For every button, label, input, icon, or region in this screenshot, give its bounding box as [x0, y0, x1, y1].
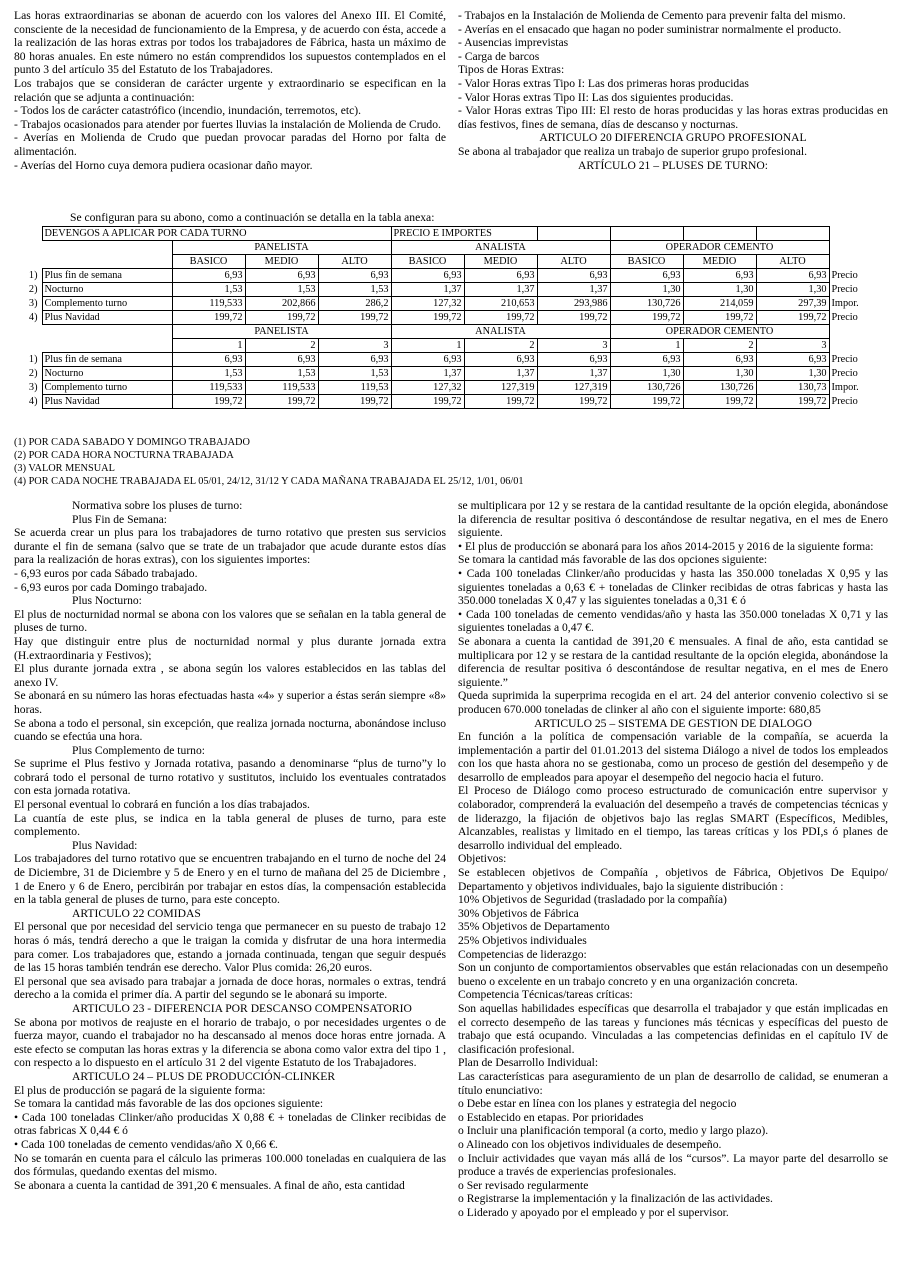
value-cell: 199,72	[537, 395, 610, 409]
group-header-cell: PANELISTA	[172, 325, 391, 339]
paragraph: Se suprime el Plus festivo y Jornada rotativa, pasando a denominarse “plus de turno”y lo cobrará todo el personal de turno rotativo y sustitutos, incluido los eventuales contratados con esta jornada rotativa.	[14, 757, 446, 798]
paragraph: - Averías del Horno cuya demora pudiera ocasionar daño mayor.	[14, 158, 313, 172]
paragraph: o Establecido en etapas. Por prioridades	[458, 1110, 644, 1124]
value-cell: 119,533	[172, 381, 245, 395]
paragraph: El plus de nocturnidad normal se abona con los valores que se señalan en la tabla general de pluses de turno.	[14, 607, 446, 635]
value-cell: 199,72	[756, 395, 829, 409]
row-label: Plus fin de semana	[42, 269, 172, 283]
section-heading: Plus Fin de Semana:	[72, 512, 168, 526]
paragraph: - 6,93 euros por cada Sábado trabajado.	[14, 566, 198, 580]
value-cell: 119,53	[318, 381, 391, 395]
value-cell: 119,533	[245, 381, 318, 395]
paragraph: Los trabajos que se consideran de carácter urgente y extraordinario se especifican en la relación que se adjunta a continuación:	[14, 76, 446, 104]
paragraph: Las horas extraordinarias se abonan de acuerdo con los valores del Anexo III. El Comité, consciente de la necesidad de funcionamiento de la Empresa, y de acuerdo con ésta, accede a la realización de las horas extras por todos los trabajadores de Fábrica, hasta un máximo de 80 horas anuales. En este número no están comprendidos los supuestos contemplados en el punto 3 del artículo 35 del Estatuto de los Trabajadores.	[14, 9, 446, 77]
value-cell: 6,93	[318, 269, 391, 283]
row-number: 1)	[28, 270, 38, 281]
blank-cell	[12, 325, 42, 339]
subheader-cell: 2	[464, 339, 537, 353]
paragraph: La cuantía de este plus, se indica en la tabla general de pluses de turno, para este complemento.	[14, 811, 446, 839]
value-cell: 199,72	[537, 311, 610, 325]
footnote: (2) POR CADA HORA NOCTURNA TRABAJADA	[14, 450, 234, 461]
paragraph: Se abonará en su número las horas efectuadas hasta «4» y superior a éstas serán siempre «8» horas.	[14, 689, 446, 716]
row-number: 3)	[28, 298, 38, 309]
group-header-cell: OPERADOR CEMENTO	[610, 325, 829, 339]
value-cell: 286,2	[318, 297, 391, 311]
header-cell: PRECIO E IMPORTES	[391, 227, 537, 241]
blank-cell	[12, 255, 42, 269]
blank-cell	[42, 241, 172, 255]
unit-cell: Precio	[831, 368, 858, 379]
value-cell: 1,30	[610, 367, 683, 381]
table-subheader-row	[12, 255, 871, 269]
article-20-text: Se abona al trabajador que realiza un trabajo de superior grupo profesional.	[458, 144, 807, 158]
paragraph: El personal que sea avisado para trabajar a jornada de doce horas, normales o extras, tendrá derecho a la comida el primer día. A partir del segundo se le abonará su importe.	[14, 974, 446, 1002]
value-cell: 6,93	[537, 353, 610, 367]
footnote: (4) POR CADA NOCHE TRABAJADA EL 05/01, 24/12, 31/12 Y CADA MAÑANA TRABAJADA EL 25/12, 1/01, 06/01	[14, 476, 524, 487]
value-cell: 199,72	[464, 395, 537, 409]
paragraph: - 6,93 euros por cada Domingo trabajado.	[14, 580, 208, 594]
value-cell: 199,72	[318, 395, 391, 409]
value-cell: 6,93	[610, 353, 683, 367]
paragraph: Se tomara la cantidad más favorable de las dos opciones siguiente:	[14, 1097, 324, 1111]
subheader-cell: ALTO	[537, 255, 610, 269]
value-cell: 210,653	[464, 297, 537, 311]
bottom-right-column	[458, 499, 888, 1219]
subheader-cell: MEDIO	[683, 255, 756, 269]
subheader-cell: 3	[756, 339, 829, 353]
value-cell: 6,93	[756, 269, 829, 283]
list-line: - Valor Horas extras Tipo III: El resto de horas producidas y las horas extras producidas en días festivos, fines de semana, días de descanso y nocturnas.	[458, 104, 888, 131]
subheader-cell: 1	[172, 339, 245, 353]
subheader-cell: ALTO	[756, 255, 829, 269]
paragraph: El plus de producción se pagará de la siguiente forma:	[14, 1083, 266, 1097]
table-row	[12, 311, 871, 325]
overtime-list	[458, 9, 888, 131]
value-cell: 199,72	[683, 311, 756, 325]
shift-bonus-table-block	[12, 209, 887, 409]
list-line: Tipos de Horas Extras:	[458, 63, 565, 77]
value-cell: 6,93	[756, 353, 829, 367]
paragraph: Se abona por motivos de reajuste en el horario de trabajo, o por necesidades urgentes o de fuerza mayor, cuando el trabajador no ha descansado al menos doce horas entre jornada. A este efecto se computan las horas extras y la diferencia se abona como valor extra del tipo 1 , con respecto a lo dispuesto en el artículo 31 2 del vigente Estatuto de los Trabajadores.	[14, 1015, 446, 1070]
value-cell: 127,32	[391, 297, 464, 311]
paragraph: Se tomara la cantidad más favorable de las dos opciones siguiente:	[458, 553, 768, 567]
table-header-row	[12, 227, 871, 241]
paragraph: • Cada 100 toneladas Clinker/año producidas y hasta las 350.000 toneladas X 0,95 y las siguientes toneladas a 0,63 € + toneladas de Clinker recibidas de otras fabricas y hasta las 350.000 toneladas X 0,47 y las siguientes toneladas a 0,31 € ó	[458, 566, 888, 608]
paragraph: • Cada 100 toneladas de cemento vendidas/año y hasta las 350.000 toneladas X 0,71 y las siguientes toneladas a 0,47 €.	[458, 607, 888, 635]
value-cell: 6,93	[610, 269, 683, 283]
value-cell: 202,866	[245, 297, 318, 311]
value-cell: 1,30	[610, 283, 683, 297]
blank-cell	[537, 227, 610, 241]
value-cell: 199,72	[391, 395, 464, 409]
subheader-cell: ALTO	[318, 255, 391, 269]
paragraph: Plan de Desarrollo Individual:	[458, 1056, 599, 1070]
value-cell: 1,37	[391, 367, 464, 381]
top-right-column	[458, 9, 888, 172]
row-label: Nocturno	[42, 283, 172, 297]
bottom-left-column	[14, 499, 446, 1192]
value-cell: 127,319	[537, 381, 610, 395]
value-cell: 127,319	[464, 381, 537, 395]
blank-cell	[829, 241, 871, 255]
value-cell: 6,93	[537, 269, 610, 283]
table-caption: Se configuran para su abono, como a continuación se detalla en la tabla anexa:	[70, 211, 435, 224]
table-group-row	[12, 241, 871, 255]
blank-cell	[42, 255, 172, 269]
paragraph: Competencias de liderazgo:	[458, 947, 587, 961]
value-cell: 1,37	[464, 367, 537, 381]
value-cell: 1,30	[756, 367, 829, 381]
section-heading: Plus Navidad:	[72, 838, 138, 852]
unit-cell: Precio	[831, 354, 858, 365]
value-cell: 6,93	[391, 269, 464, 283]
row-number: 2)	[28, 368, 38, 379]
value-cell: 1,30	[683, 367, 756, 381]
value-cell: 199,72	[172, 311, 245, 325]
blank-cell	[683, 227, 756, 241]
blank-cell	[829, 227, 871, 241]
blank-cell	[12, 241, 42, 255]
value-cell: 6,93	[464, 353, 537, 367]
value-cell: 130,73	[756, 381, 829, 395]
paragraph: 35% Objetivos de Departamento	[458, 920, 610, 934]
value-cell: 1,37	[464, 283, 537, 297]
paragraph: Son aquellas habilidades específicas que desarrolla el trabajador y que están implicadas en el correcto desempeño de las tareas y funciones más técnicas y específicas del puesto de trabajo que está ocupando. Vinculadas a las competencias definidas en el capítulo IV de clasificación profesional.	[458, 1001, 888, 1056]
row-number: 1)	[28, 354, 38, 365]
blank-cell	[829, 325, 871, 339]
group-header-cell: OPERADOR CEMENTO	[610, 241, 829, 255]
value-cell: 199,72	[391, 311, 464, 325]
paragraph: En función a la política de compensación variable de la compañía, se acuerda la implementación a partir del 01.01.2013 del sistema Diálogo a nivel de todos los empleados con los que hasta ahora no se gestionaba, como un proceso de gestión del desempeño y de desarrollo de empleados para apoyar el desempeño del negocio hacia el futuro.	[458, 730, 888, 784]
value-cell: 1,53	[318, 283, 391, 297]
group-header-cell: PANELISTA	[172, 241, 391, 255]
paragraph: No se tomarán en cuenta para el cálculo las primeras 100.000 toneladas en cualquiera de las dos fórmulas, quedando exentas del mismo.	[14, 1151, 446, 1179]
value-cell: 297,39	[756, 297, 829, 311]
subheader-cell: BASICO	[391, 255, 464, 269]
subheader-cell: MEDIO	[245, 255, 318, 269]
paragraph: Son un conjunto de comportamientos observables que están relacionadas con un desempeño bueno o excelente en un trabajo concreto y en una organización concreta.	[458, 961, 888, 988]
value-cell: 6,93	[245, 353, 318, 367]
paragraph: El personal eventual lo cobrará en función a los días trabajados.	[14, 798, 310, 812]
value-cell: 199,72	[172, 395, 245, 409]
table-row	[12, 395, 871, 409]
paragraph: • El plus de producción se abonará para los años 2014-2015 y 2016 de la siguiente forma:	[458, 539, 874, 553]
table-row	[12, 297, 871, 311]
section-heading: ARTICULO 22 COMIDAS	[72, 906, 201, 920]
subheader-cell: BASICO	[610, 255, 683, 269]
unit-cell: Precio	[831, 396, 858, 407]
value-cell: 1,53	[245, 283, 318, 297]
section-heading: ARTICULO 23 - DIFERENCIA POR DESCANSO COMPENSATORIO	[72, 1001, 412, 1015]
paragraph: Las características para aseguramiento de un plan de desarrollo de calidad, se enumeran a título enunciativo:	[458, 1069, 888, 1097]
value-cell: 199,72	[318, 311, 391, 325]
paragraph: Se establecen objetivos de Compañía , objetivos de Fábrica, Objetivos De Equipo/ Departamento y objetivos individuales, bajo la siguiente distribución :	[458, 866, 888, 893]
paragraph: o Incluir una planificación temporal (a corto, medio y largo plazo).	[458, 1124, 769, 1138]
subheader-cell: BASICO	[172, 255, 245, 269]
row-number: 2)	[28, 284, 38, 295]
list-line: - Valor Horas extras Tipo II: Las dos siguientes producidas.	[458, 90, 734, 104]
paragraph: Hay que distinguir entre plus de nocturnidad normal y plus durante jornada extra (H.extraordinaria y Festivos);	[14, 634, 446, 662]
paragraph: 30% Objetivos de Fábrica	[458, 906, 579, 920]
subheader-cell: 3	[537, 339, 610, 353]
list-line: - Ausencias imprevistas	[458, 36, 569, 50]
row-number: 3)	[28, 382, 38, 393]
value-cell: 1,53	[172, 367, 245, 381]
article-21-heading: ARTÍCULO 21 – PLUSES DE TURNO:	[577, 158, 769, 172]
paragraph: - Trabajos ocasionados para atender por fuertes lluvias la instalación de Molienda de Crudo.	[14, 117, 441, 131]
value-cell: 127,32	[391, 381, 464, 395]
section-heading: Plus Complemento de turno:	[72, 743, 205, 757]
paragraph: 25% Objetivos individuales	[458, 934, 587, 947]
row-label: Plus Navidad	[42, 395, 172, 409]
paragraph: o Registrarse la implementación y la finalización de las actividades.	[458, 1192, 773, 1206]
paragraph: - Todos los de carácter catastrófico (incendio, inundación, terremotos, etc).	[14, 104, 361, 118]
value-cell: 199,72	[610, 311, 683, 325]
paragraph: Los trabajadores del turno rotativo que se encuentren trabajando en el turno de noche del 24 de Diciembre, 31 de Diciembre y 5 de Enero y en el turno de mañana del 25 de Diciembre , 1 de Enero y 6 de Enero, percibirán por trabajar en estos días, la compensación establecida en la tabla general de pluses de turno, para este concepto.	[14, 852, 446, 907]
value-cell: 6,93	[245, 269, 318, 283]
table-row	[12, 283, 871, 297]
unit-cell: Precio	[831, 312, 858, 323]
footnote: (3) VALOR MENSUAL	[14, 463, 115, 474]
table-body	[12, 227, 871, 409]
value-cell: 6,93	[318, 353, 391, 367]
table-subheader-row	[12, 339, 871, 353]
paragraph: Se acuerda crear un plus para los trabajadores de turno rotativo que presten sus servicios durante el fin de semana (salvo que se trate de un trabajador que acude durante estos días para la realización de horas extras), con los siguientes importes:	[14, 526, 446, 567]
paragraph: • Cada 100 toneladas de cemento vendidas/año X 0,66 €.	[14, 1137, 278, 1151]
row-label: Complemento turno	[42, 297, 172, 311]
section-heading: ARTICULO 24 – PLUS DE PRODUCCIÓN-CLINKER	[72, 1069, 336, 1083]
row-label: Nocturno	[42, 367, 172, 381]
blank-cell	[829, 255, 871, 269]
paragraph: - Averías en Molienda de Crudo que puedan provocar paradas del Horno por falta de alimentación.	[14, 131, 446, 158]
paragraph: o Incluir actividades que vayan más allá de los “cursos”. La mayor parte del desarrollo se produce a través de experiencias profesionales.	[458, 1151, 888, 1179]
paragraph: o Ser revisado regularmente	[458, 1178, 589, 1192]
blank-cell	[12, 339, 42, 353]
article-20-heading: ARTICULO 20 DIFERENCIA GRUPO PROFESIONAL	[539, 131, 807, 145]
value-cell: 6,93	[172, 269, 245, 283]
paragraph: Queda suprimida la superprima recogida en el art. 24 del anterior convenio colectivo si se producen 670.000 toneladas de clinker al año con el siguiente importe: 680,85	[458, 689, 888, 716]
value-cell: 130,726	[610, 297, 683, 311]
value-cell: 199,72	[464, 311, 537, 325]
paragraph: o Liderado y apoyado por el empleado y por el supervisor.	[458, 1205, 729, 1219]
list-line: - Valor Horas extras Tipo I: Las dos primeras horas producidas	[458, 76, 749, 90]
value-cell: 214,059	[683, 297, 756, 311]
section-heading: Normativa sobre los pluses de turno:	[72, 499, 243, 512]
value-cell: 6,93	[683, 353, 756, 367]
value-cell: 130,726	[610, 381, 683, 395]
blank-cell	[42, 339, 172, 353]
value-cell: 1,37	[391, 283, 464, 297]
paragraph: Se abonara a cuenta la cantidad de 391,20 € mensuales. A final de año, esta cantidad	[14, 1178, 405, 1192]
blank-cell	[42, 325, 172, 339]
list-line: - Trabajos en la Instalación de Molienda de Cemento para prevenir falta del mismo.	[458, 9, 846, 22]
paragraph: El personal que por necesidad del servicio tenga que permanecer en su puesto de trabajo 12 horas ó más, tendrá derecho a que le traigan la comida y disfrutar de una hora intermedia para comer. Los trabajadores que, estando a jornada continuada, tengan que seguir después de las 15 horas también tendrán ese derecho. Valor Plus comida: 26,20 euros.	[14, 920, 446, 975]
paragraph: El plus durante jornada extra , se abona según los valores establecidos en las tablas del anexo IV.	[14, 662, 446, 689]
table-row	[12, 367, 871, 381]
paragraph: Se abona a todo el personal, sin excepción, que realiza jornada nocturna, abonándose incluso cuando se efectúa una hora.	[14, 716, 446, 744]
unit-cell: Precio	[831, 270, 858, 281]
value-cell: 130,726	[683, 381, 756, 395]
blank-cell	[610, 227, 683, 241]
value-cell: 293,986	[537, 297, 610, 311]
row-label: Plus Navidad	[42, 311, 172, 325]
group-header-cell: ANALISTA	[391, 325, 610, 339]
value-cell: 6,93	[683, 269, 756, 283]
table-row	[12, 381, 871, 395]
unit-cell: Impor.	[831, 382, 859, 393]
unit-cell: Precio	[831, 284, 858, 295]
paragraph: • Cada 100 toneladas Clinker/año producidas X 0,88 € + toneladas de Clinker recibidas de otras fabricas X 0,44 € ó	[14, 1110, 446, 1138]
paragraph: se multiplicara por 12 y se restara de la cantidad resultante de la opción elegida, abonándose la diferencia de resultar positiva ó descontándose de resultar negativa, en el mes de Enero siguiente.	[458, 499, 888, 540]
group-header-cell: ANALISTA	[391, 241, 610, 255]
blank-cell	[829, 339, 871, 353]
paragraph: o Debe estar en línea con los planes y estrategia del negocio	[458, 1097, 737, 1111]
subheader-cell: MEDIO	[464, 255, 537, 269]
value-cell: 1,53	[172, 283, 245, 297]
value-cell: 199,72	[245, 311, 318, 325]
paragraph: o Alineado con los objetivos individuales de desempeño.	[458, 1137, 722, 1151]
table-row	[12, 269, 871, 283]
row-label: Complemento turno	[42, 381, 172, 395]
row-number: 4)	[28, 312, 38, 323]
value-cell: 199,72	[245, 395, 318, 409]
value-cell: 6,93	[172, 353, 245, 367]
value-cell: 6,93	[464, 269, 537, 283]
table-group-row	[12, 325, 871, 339]
paragraph: Objetivos:	[458, 852, 507, 866]
section-heading: ARTICULO 25 – SISTEMA DE GESTION DE DIALOGO	[534, 716, 812, 730]
value-cell: 1,30	[683, 283, 756, 297]
list-line: - Averías en el ensacado que hagan no poder suministrar normalmente el producto.	[458, 22, 842, 36]
paragraph: Se abonara a cuenta la cantidad de 391,20 € mensuales. A final de año, esta cantidad se multiplicara por 12 y se restara de la cantidad resultante de la opción elegida, abonándose la diferencia de resultar positiva ó descontándose de resultar negativa, en el mes de Enero siguiente.”	[458, 634, 888, 689]
blank-cell	[756, 227, 829, 241]
value-cell: 1,53	[318, 367, 391, 381]
table-footnotes	[14, 436, 884, 488]
value-cell: 6,93	[391, 353, 464, 367]
subheader-cell: 2	[245, 339, 318, 353]
paragraph: El Proceso de Diálogo como proceso estructurado de comunicación entre supervisor y colaborador, comprenderá la evaluación del desempeño a través de competencias técnicas y de liderazgo, la fijación de objetivos bajo las reglas SMART (Específicos, Medibles, Alcanzables, realistas y limitado en el tiempo, las tareas críticas y los PDI,s ó planes de desarrollo individual del empleado.	[458, 784, 888, 852]
subheader-cell: 1	[391, 339, 464, 353]
value-cell: 199,72	[683, 395, 756, 409]
shift-bonus-table	[12, 226, 871, 409]
top-left-column	[14, 9, 446, 172]
value-cell: 119,533	[172, 297, 245, 311]
list-line: - Carga de barcos	[458, 49, 540, 63]
row-number: 4)	[28, 396, 38, 407]
value-cell: 1,37	[537, 283, 610, 297]
value-cell: 199,72	[756, 311, 829, 325]
table-row	[12, 353, 871, 367]
paragraph: Competencia Técnicas/tareas críticas:	[458, 988, 633, 1002]
row-label: Plus fin de semana	[42, 353, 172, 367]
value-cell: 1,53	[245, 367, 318, 381]
paragraph: 10% Objetivos de Seguridad (trasladado por la compañía)	[458, 893, 727, 907]
value-cell: 1,30	[756, 283, 829, 297]
value-cell: 1,37	[537, 367, 610, 381]
section-heading: Plus Nocturno:	[72, 594, 142, 608]
header-cell: DEVENGOS A APLICAR POR CADA TURNO	[42, 227, 391, 241]
subheader-cell: 2	[683, 339, 756, 353]
footnote: (1) POR CADA SABADO Y DOMINGO TRABAJADO	[14, 437, 250, 448]
unit-cell: Impor.	[831, 298, 859, 309]
blank-cell	[12, 227, 42, 241]
subheader-cell: 3	[318, 339, 391, 353]
value-cell: 199,72	[610, 395, 683, 409]
subheader-cell: 1	[610, 339, 683, 353]
